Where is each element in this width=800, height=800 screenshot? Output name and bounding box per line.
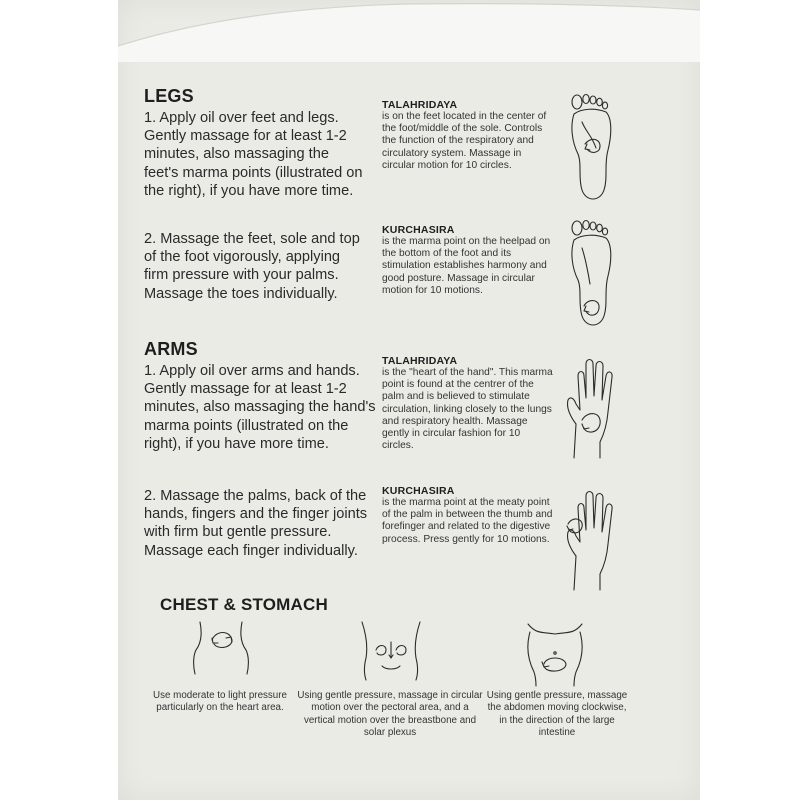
arms-heading: ARMS: [144, 339, 198, 359]
arms-point-1-name: TALAHRIDAYA: [382, 355, 458, 367]
chest-stomach-heading: CHEST & STOMACH: [160, 595, 328, 614]
legs-heading: LEGS: [144, 86, 194, 106]
hand-palm-kurchasira-icon: [562, 482, 622, 592]
legs-point-1-text: is on the feet located in the center of the foot/middle of the sole. Controls the function of the respiratory and circulatory system. Massage in circular motion for 10 circles.: [382, 111, 547, 171]
legs-point-2-name: KURCHASIRA: [382, 224, 455, 236]
box-top-flap: [118, 0, 700, 62]
legs-step-2: 2. Massage the feet, sole and top of the foot vigorously, applying firm pressure with your palms. Massage the toes individually.: [144, 231, 360, 302]
arms-point-2-name: KURCHASIRA: [382, 485, 455, 497]
legs-step-1: 1. Apply oil over feet and legs. Gently massage for at least 1-2 minutes, also massaging the feet's marma points (illustrated on the right), if you have more time.: [144, 110, 363, 199]
chest-caption-heart: Use moderate to light pressure particularly on the heart area.: [153, 690, 287, 714]
legs-point-1-name: TALAHRIDAYA: [382, 99, 458, 111]
hand-palm-talahridaya-icon: [562, 350, 622, 460]
arms-point-2-text: is the marma point at the meaty point of the palm in between the thumb and forefinger and related to the digestive process. Press gently for 10 motions.: [382, 497, 553, 545]
neck-chest-massage-icon: [192, 616, 250, 676]
pectoral-massage-icon: [358, 620, 424, 680]
arms-point-1-text: is the "heart of the hand". This marma point is found at the centrer of the palm and is believed to stimulate circulation, linking closely to the lungs and respiratory health. Massage gently in circular fashion for 10 circles.: [382, 367, 553, 452]
chest-caption-pectoral: Using gentle pressure, massage in circular motion over the pectoral area, and a vertical motion over the breastbone and solar plexus: [297, 690, 483, 739]
legs-point-2-text: is the marma point on the heelpad on the bottom of the foot and its stimulation establishes harmony and good posture. Massage in circular motion for 10 motions.: [382, 236, 551, 296]
arms-step-2: 2. Massage the palms, back of the hands, fingers and the finger joints with firm but gentle pressure. Massage each finger individually.: [144, 488, 368, 559]
foot-sole-talahridaya-icon: [568, 92, 616, 204]
arms-step-1: 1. Apply oil over arms and hands. Gently massage for at least 1-2 minutes, also massaging the hand's marma points (illustrated on the right), if you have more time.: [144, 363, 376, 452]
chest-caption-abdomen: Using gentle pressure, massage the abdomen moving clockwise, in the direction of the large intestine: [486, 690, 628, 739]
abdomen-massage-icon: [522, 620, 588, 686]
foot-sole-kurchasira-icon: [568, 218, 616, 330]
